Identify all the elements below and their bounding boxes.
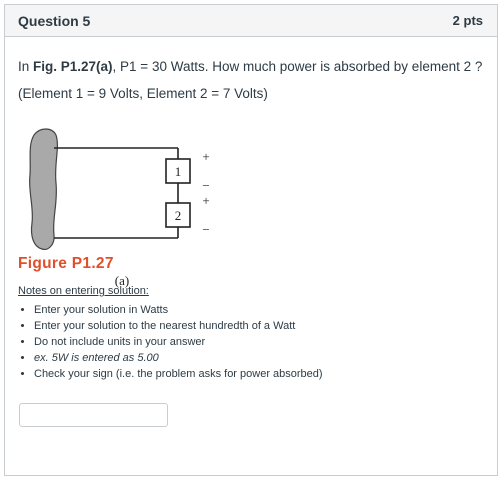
question-points: 2 pts [452, 13, 483, 28]
element-2-minus-sign: − [202, 222, 210, 237]
question-body [18, 37, 487, 103]
circuit-source-blob [30, 129, 58, 249]
notes-list [18, 302, 323, 382]
question-header [5, 5, 497, 37]
notes-title: Notes on entering solution: [18, 285, 149, 297]
list-item: • Do not include units in your answer [34, 334, 323, 350]
figure-caption: Figure P1.27 [18, 255, 114, 272]
list-item: • Enter your solution in Watts [34, 302, 323, 318]
list-item: • Check your sign (i.e. the problem asks for power absorbed) [34, 366, 323, 382]
question-text [18, 58, 487, 76]
question-subtext: (Element 1 = 9 Volts, Element 2 = 7 Volts) [18, 86, 268, 101]
list-item: • ex. 5W is entered as 5.00 [34, 350, 323, 366]
element-1-label: 1 [174, 164, 182, 179]
answer-input[interactable] [19, 403, 168, 427]
circuit-figure [18, 108, 248, 308]
element-2-label: 2 [174, 208, 182, 223]
element-1-minus-sign: − [202, 178, 210, 193]
figure-reference: Fig. P1.27(a) [33, 59, 113, 74]
question-title: Question 5 [18, 12, 91, 29]
question-card [4, 4, 498, 476]
list-item: • Enter your solution to the nearest hundredth of a Watt [34, 318, 323, 334]
element-2-plus-sign: + [202, 193, 210, 208]
question-text-suffix: , P1 = 30 Watts. How much power is absorbed by element 2 ? [112, 59, 483, 74]
element-1-plus-sign: + [202, 149, 210, 164]
question-text-prefix: In [18, 59, 34, 74]
figure-sublabel: (a) [114, 273, 130, 288]
